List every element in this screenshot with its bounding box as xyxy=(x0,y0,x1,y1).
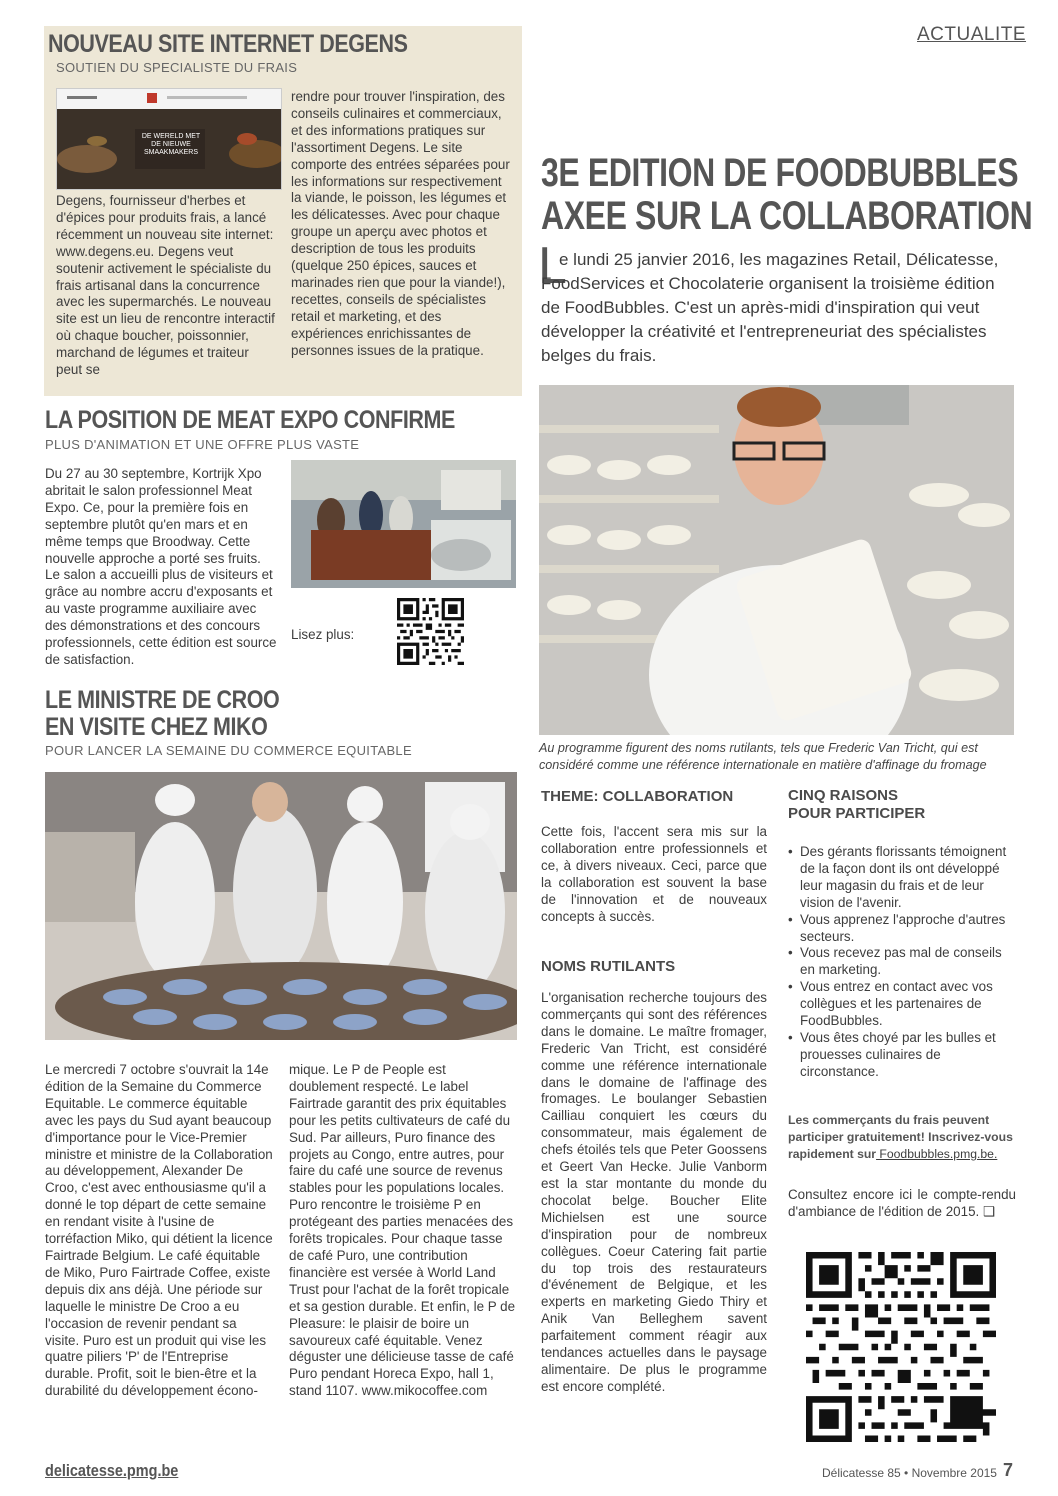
page-number: 7 xyxy=(1003,1460,1014,1480)
reasons-heading-line2: POUR PARTICIPER xyxy=(788,805,926,822)
list-item: • Vous apprenez l'approche d'autres secteurs. xyxy=(788,912,1016,946)
read-more-label: Lisez plus: xyxy=(291,627,355,642)
foodbubbles-intro: e lundi 25 janvier 2016, les magazines Retail, Délicatesse, FoodServices et Chocolaterie organisent la troisième édition de FoodBubbles. C'est un après-midi d'inspiration qui veut développer la créativité et l'entrepreneuriat des spécialistes belges du frais. xyxy=(541,250,999,365)
meat-expo-qr-code[interactable] xyxy=(397,598,464,665)
theme-heading: THEME: COLLABORATION xyxy=(541,788,734,805)
photo-caption: Au programme figurent des noms rutilants, tels que Frederic Van Tricht, qui est considéré comme une référence internationale en matière d'affinage du fromage xyxy=(539,741,987,772)
foodbubbles-photo xyxy=(539,385,1014,735)
degens-col2: rendre pour trouver l'inspiration, des conseils culinaires et commerciaux, et des informations pratiques sur l'assortiment Degens. Le site comporte des entrées séparées pour les informations sur respectivement la viande, le poisson, les légumes et les délicatesses. Avec pour chaque groupe un aperçu avec photos et description de tous les produits (quelque 250 épices, sauces et marinades rien que pour la viande!), recettes, conseils de spécialistes retail et marketing, et des expériences enrichissantes de personnes issues de la pratique. xyxy=(291,89,510,358)
list-item: • Des gérants florissants témoignent de la façon dont ils ont développé leur magasin du frais et de leur vision de l'avenir. xyxy=(788,844,1016,912)
miko-col2: mique. Le P de People est doublement respecté. Le label Fairtrade garantit des prix équitables pour les petits cultivateurs de café du Sud. Par ailleurs, Puro finance des projets au Congo, entre autres, pour faire du café une source de revenus stables pour les populations locales. Puro rencontre le troisième P en protégeant des parties menacées des forêts tropicales. Pour chaque tasse de café Puro, une contribution financière est versée à World Land Trust pour l'achat de la forêt tropicale et sa gestion durable. Et enfin, le P de Pleasure: le plaisir de boire un savoureux café équitable. Venez déguster une délicieuse tasse de café Puro pendant Horeca Expo, hall 1, stand 1107. www.mikocoffee.com xyxy=(289,1062,516,1399)
theme-body: Cette fois, l'accent sera mis sur la collaboration entre professionnels et ce, à divers niveaux. Ceci, parce que la collaboration est souvent la base de l'innovation et de nouveaux concepts à succès. xyxy=(541,824,767,924)
meat-expo-title: LA POSITION DE MEAT EXPO CONFIRME xyxy=(45,406,455,434)
reasons-heading-line1: CINQ RAISONS xyxy=(788,787,899,804)
meat-expo-photo xyxy=(291,460,516,588)
registration-cta xyxy=(788,1112,1016,1163)
degens-subtitle: SOUTIEN DU SPECIALISTE DU FRAIS xyxy=(56,60,298,75)
footer-issue: Délicatesse 85 • Novembre 2015 xyxy=(822,1466,997,1480)
list-item: • Vous êtes choyé par les bulles et prouesses culinaires de circonstance. xyxy=(788,1030,1016,1081)
noms-heading: NOMS RUTILANTS xyxy=(541,958,676,975)
miko-title-line2: EN VISITE CHEZ MIKO xyxy=(45,713,268,741)
miko-subtitle: POUR LANCER LA SEMAINE DU COMMERCE EQUITABLE xyxy=(45,743,412,758)
intro-dropcap: L xyxy=(538,237,567,295)
foodbubbles-qr-code[interactable] xyxy=(806,1252,996,1442)
miko-photo xyxy=(45,772,517,1040)
foodbubbles-link[interactable]: Foodbubbles.pmg.be. xyxy=(876,1147,998,1161)
section-label: ACTUALITE xyxy=(917,24,1027,45)
degens-title: NOUVEAU SITE INTERNET DEGENS xyxy=(48,30,408,58)
closing-text: Consultez encore ici le compte-rendu d'ambiance de l'édition de 2015. ❑ xyxy=(788,1187,1016,1219)
list-item: • Vous recevez pas mal de conseils en marketing. xyxy=(788,945,1016,979)
cta-text: Les commerçants du frais peuvent participer gratuitement! Inscrivez-vous rapidement sur xyxy=(788,1113,1013,1161)
miko-col1: Le mercredi 7 octobre s'ouvrait la 14e édition de la Semaine du Commerce Equitable. Le commerce équitable avec les pays du Sud ayant beaucoup d'importance pour le Vice-Premier ministre et ministre de la Collaboration au développement, Alexander De Croo, c'est avec enthousiasme qu'il a donné le top départ de cette semaine en rendant visite à l'usine de torréfaction Miko, qui détient la licence Fairtrade Belgium. Le café équitable de Miko, Puro Fairtrade Coffee, existe depuis dix ans déjà. Une période sur laquelle le ministre De Croo a eu l'occasion de revenir pendant sa visite. Puro est un produit qui vise les quatre piliers 'P' de l'Entreprise durable. Profit, soit le bien-être et la durabilité du développement écono- xyxy=(45,1062,273,1399)
degens-website-screenshot xyxy=(56,88,282,190)
miko-title-line1: LE MINISTRE DE CROO xyxy=(45,686,280,714)
degens-col1: Degens, fournisseur d'herbes et d'épices pour produits frais, a lancé récemment un nouveau site internet: www.degens.eu. Degens veut soutenir activement le spécialiste du frais artisanal dans la concurrence avec les supermarchés. Le nouveau site est un lieu de rencontre interactif où chaque boucher, poissonnier, marchand de légumes et traiteur peut se xyxy=(56,193,275,378)
noms-body: L'organisation recherche toujours des commerçants qui sont des références dans le domaine. Le maître fromager, Frederic Van Tricht, est considéré comme une référence internationale dans le domaine de l'affinage des fromages. Le boulanger Sebastien Cailliau conquiert les cœurs du consommateur, mais également de chefs étoilés tels que Peter Goossens et Geert Van Hecke. Julie Vanborm est la star montante du monde du chocolat belge. Boucher Elite Michielsen est une source d'inspiration pour de nombreux collègues. Coeur Catering fait partie du top trois des restaurateurs d'événement de Belgique, et les experts en marketing Giedo Thiry et Anik Van Belleghem savent parfaitement comment réagir aux tendances actuelles dans le paysage alimentaire. De plus le programme est encore complété. xyxy=(541,990,767,1394)
list-item: • Vous entrez en contact avec vos collègues et les partenaires de FoodBubbles. xyxy=(788,979,1016,1030)
screenshot-caption: DE WERELD MET DE NIEUWE SMAAKMAKERS xyxy=(141,133,201,156)
meat-expo-body: Du 27 au 30 septembre, Kortrijk Xpo abritait le salon professionnel Meat Expo. Ce, pour la première fois en septembre plutôt qu'en mars et en même temps que Broodway. Cette nouvelle approche a porté ses fruits. Le salon a accueilli plus de visiteurs et grâce au nombre accru d'exposants et au vaste programme auxiliaire avec des démonstrations et des concours professionnels, cette édition est source de satisfaction. xyxy=(45,466,277,667)
reasons-list xyxy=(788,844,1016,1081)
foodbubbles-title-line2: AXEE SUR LA COLLABORATION xyxy=(541,194,1033,238)
meat-expo-subtitle: PLUS D'ANIMATION ET UNE OFFRE PLUS VASTE xyxy=(45,437,360,452)
footer-website[interactable]: delicatesse.pmg.be xyxy=(45,1461,179,1480)
foodbubbles-title-line1: 3E EDITION DE FOODBUBBLES xyxy=(541,151,1019,195)
